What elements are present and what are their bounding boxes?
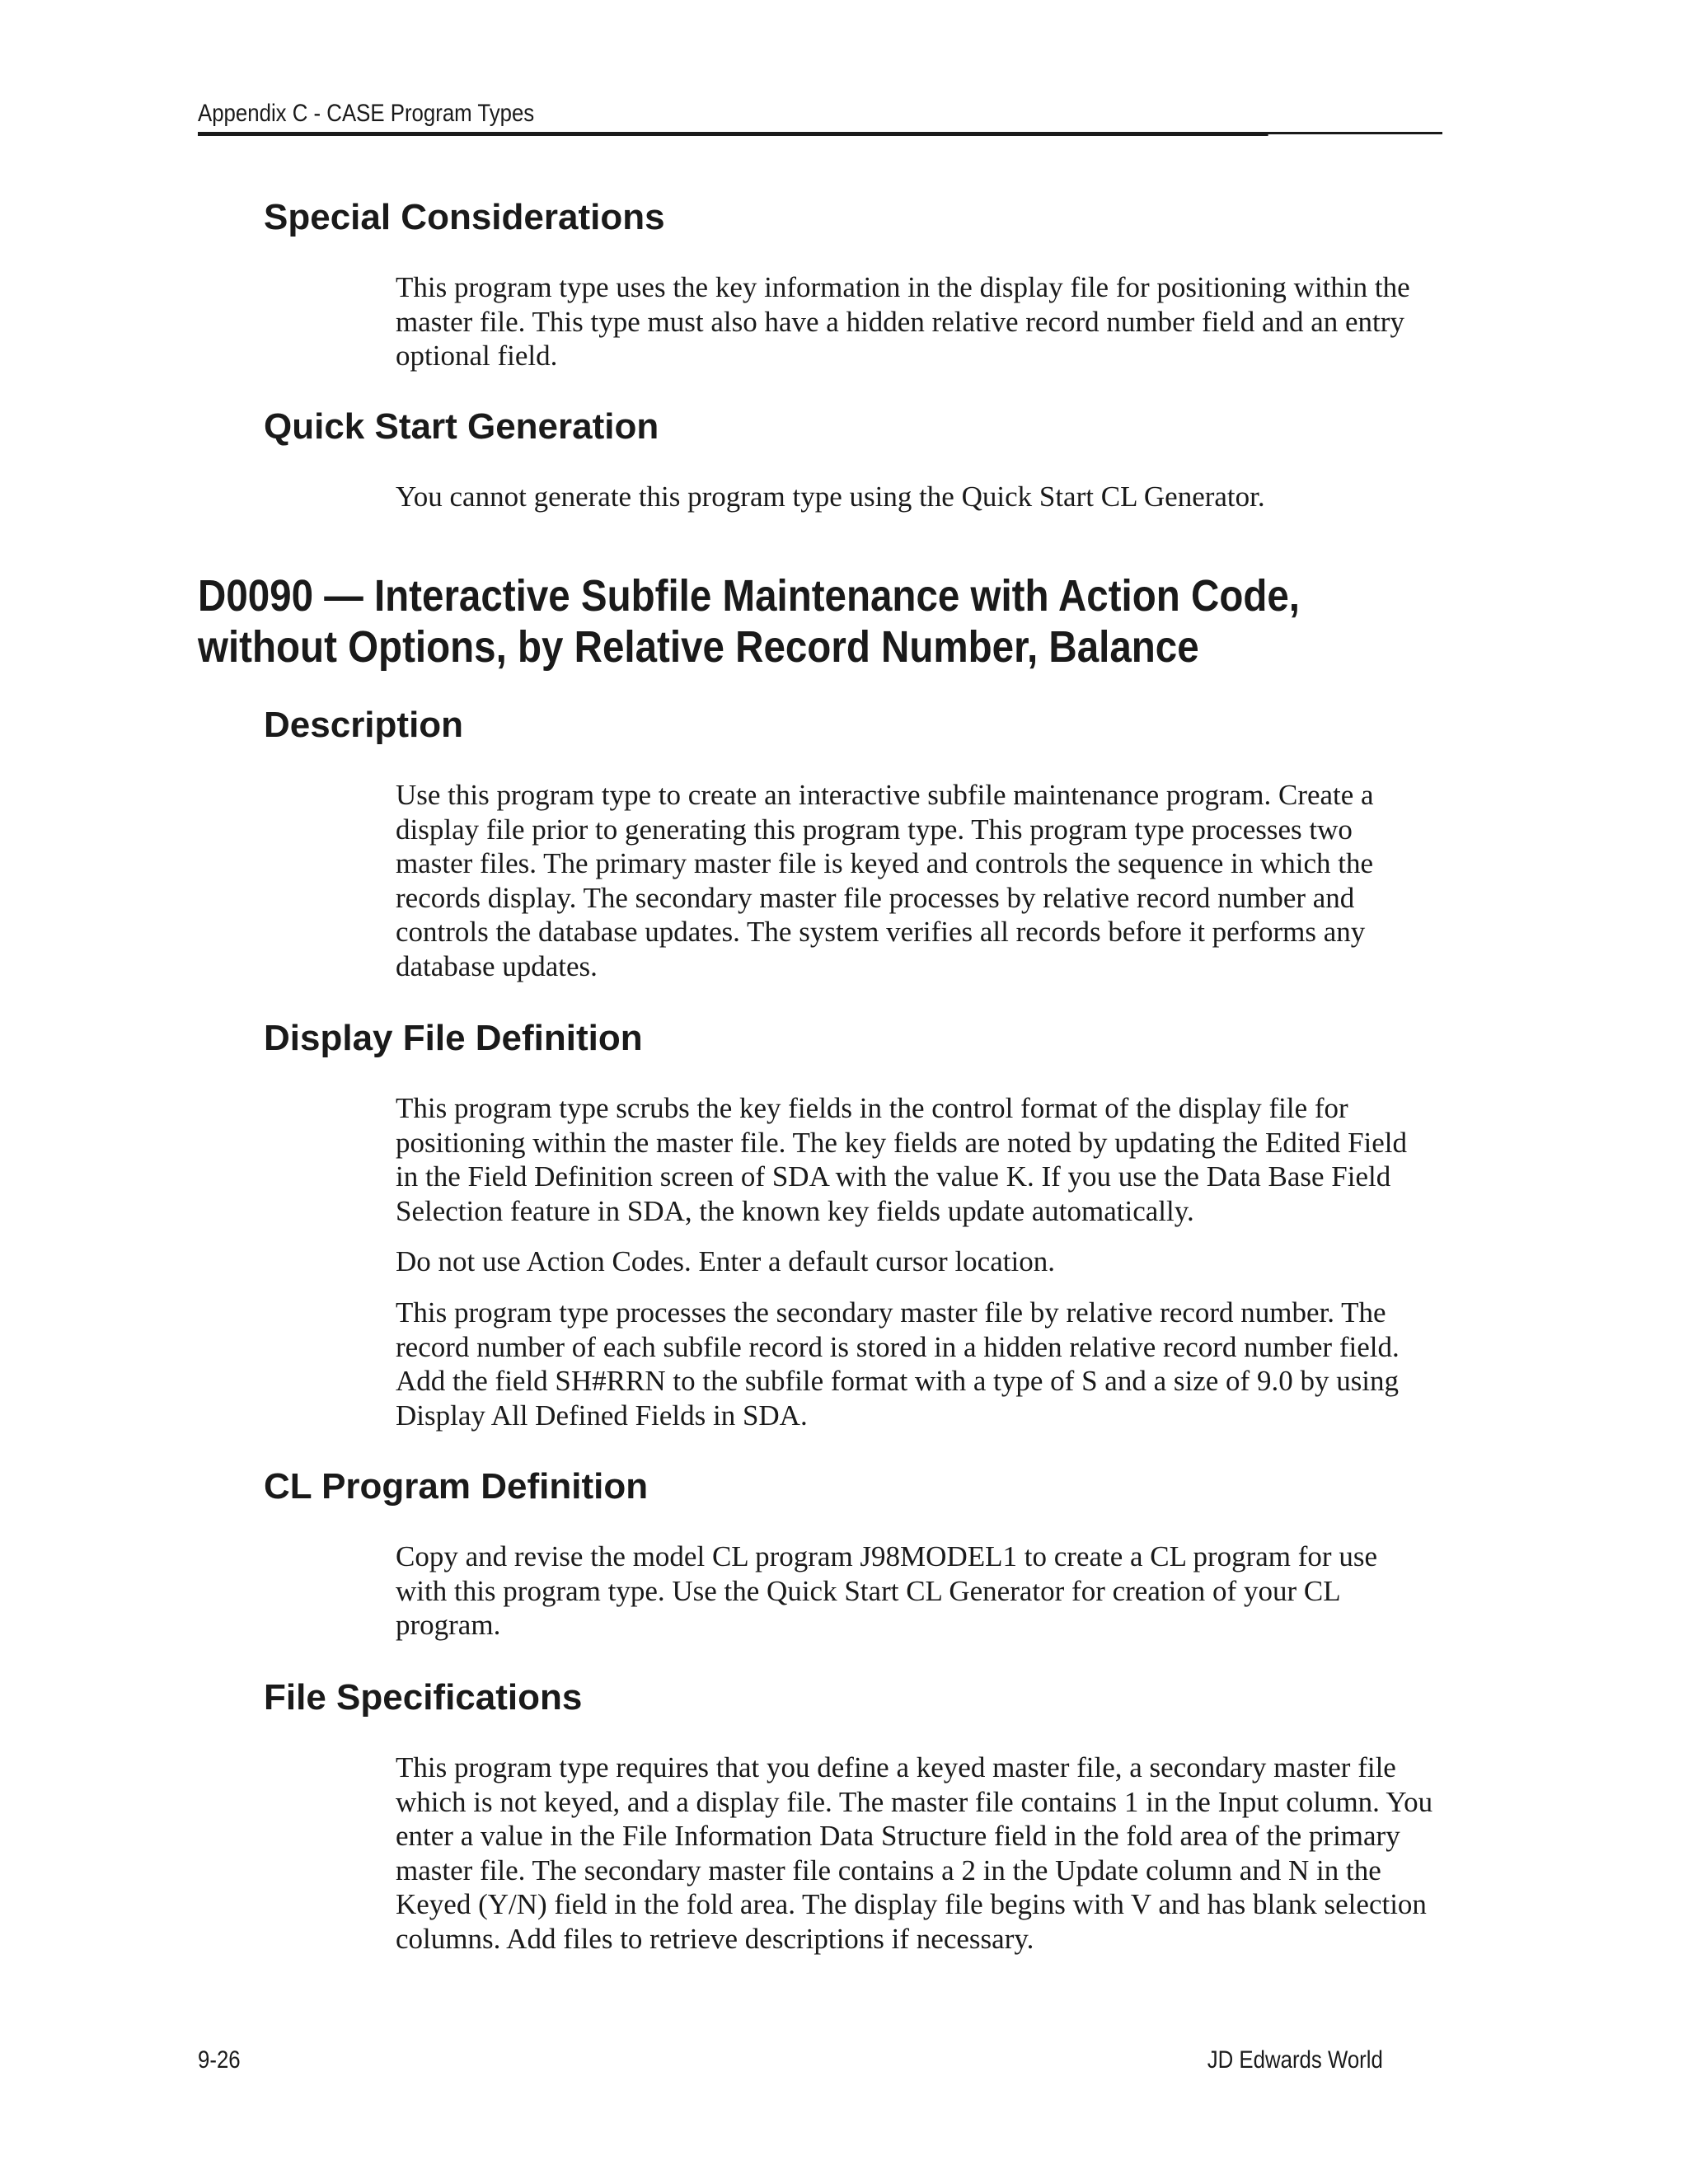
paragraph-display-file-3: This program type processes the secondary master file by relative record number. The record number of each subfile record is stored in a hidden relative record number field. Add the field SH#RRN to the subfile format with a type of S and a size of 9.0 by using Display All Defined Fields in SDA. [396, 1296, 1400, 1432]
running-header [198, 97, 1268, 136]
footer-publisher: JD Edwards World [1207, 2046, 1383, 2074]
heading-quick-start-generation: Quick Start Generation [264, 406, 659, 447]
paragraph-quick-start-generation: You cannot generate this program type using the Quick Start CL Generator. [396, 480, 1265, 513]
heading-description: Description [264, 705, 464, 745]
paragraph-display-file-1: This program type scrubs the key fields in the control format of the display file for positioning within the master file. The key fields are noted by updating the Edited Field in the Field Definition screen of SDA with the value K. If you use the Data Base Field Selection feature in SDA, the known key fields update automatically. [396, 1092, 1408, 1227]
heading-special-considerations: Special Considerations [264, 197, 665, 237]
paragraph-display-file-2: Do not use Action Codes. Enter a default cursor location. [396, 1245, 1055, 1277]
header-rule [198, 132, 1442, 134]
heading-file-specifications: File Specifications [264, 1677, 583, 1718]
main-section-title: D0090 — Interactive Subfile Maintenance with Action Code, without Options, by Relative Record Number, Balance [198, 571, 1301, 672]
heading-cl-program-definition: CL Program Definition [264, 1466, 649, 1507]
paragraph-file-specifications: This program type requires that you define a keyed master file, a secondary master file which is not keyed, and a display file. The master file contains 1 in the Input column. You enter a value in the File Information Data Structure field in the fold area of the primary master file. The secondary master file contains a 2 in the Update column and N in the Keyed (Y/N) field in the fold area. The display file begins with V and has blank selection columns. Add files to retrieve descriptions if necessary. [396, 1751, 1433, 1955]
footer-page-number: 9-26 [198, 2046, 241, 2074]
paragraph-special-considerations: This program type uses the key information in the display file for positioning within the master file. This type must also have a hidden relative record number field and an entry optional field. [396, 271, 1410, 372]
paragraph-cl-program: Copy and revise the model CL program J98MODEL1 to create a CL program for use with this program type. Use the Quick Start CL Generator for creation of your CL program. [396, 1540, 1377, 1641]
heading-display-file-definition: Display File Definition [264, 1018, 643, 1058]
paragraph-description: Use this program type to create an interactive subfile maintenance program. Create a display file prior to generating this program type. This program type processes two master files. The primary master file is keyed and controls the sequence in which the records display. The secondary master file processes by relative record number and controls the database updates. The system verifies all records before it performs any database updates. [396, 779, 1374, 982]
running-header-title: Appendix C - CASE Program Types [198, 100, 535, 127]
